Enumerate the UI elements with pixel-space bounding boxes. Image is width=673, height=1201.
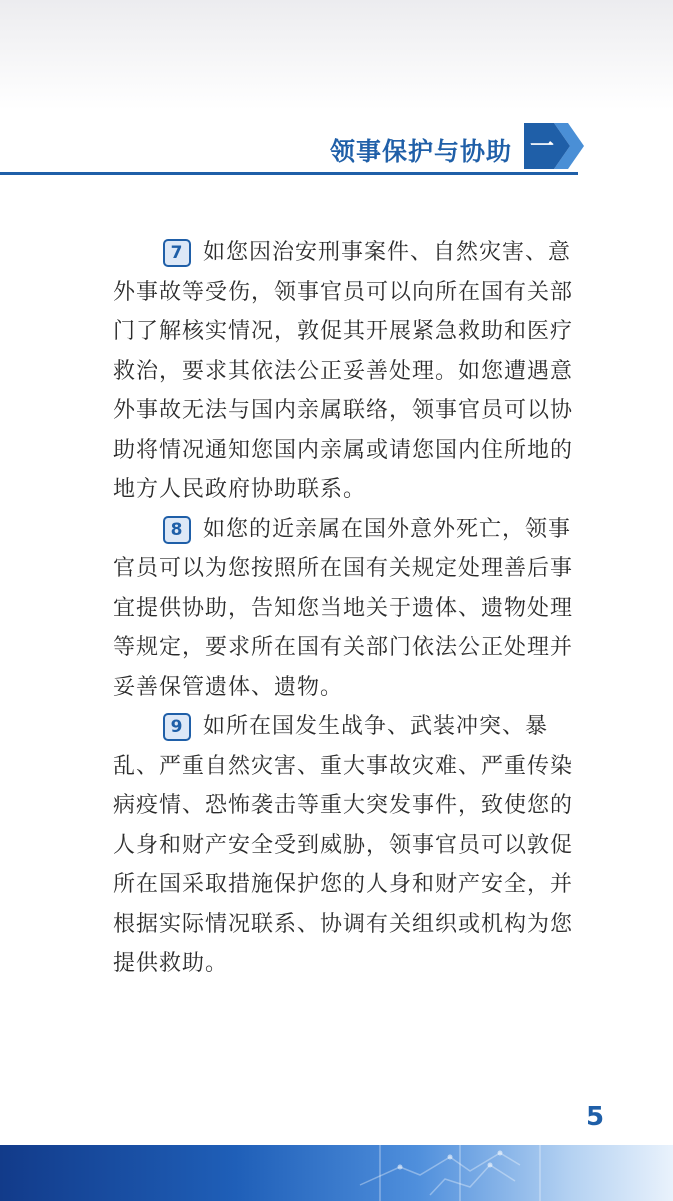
chapter-badge	[518, 119, 584, 173]
paragraph-text: 如您因治安刑事案件、自然灾害、意外事故等受伤，领事官员可以向所在国有关部门了解核实情况，敦促其开展紧急救助和医疗救治，要求其依法公正妥善处理。如您遭遇意外事故无法与国内亲属联络，领事官员可以协助将情况通知您国内亲属或请您国内住所地的地方人民政府协助联系。	[113, 240, 574, 502]
item-number-badge: 9	[163, 713, 191, 741]
item-number-badge: 8	[163, 516, 191, 544]
paragraph-text: 如您的近亲属在国外意外死亡，领事官员可以为您按照所在国有关规定处理善后事宜提供协助，告知您当地关于遗体、遗物处理等规定，要求所在国有关部门依法公正处理并妥善保管遗体、遗物。	[113, 516, 574, 700]
paragraph-text: 如所在国发生战争、武装冲突、暴乱、严重自然灾害、重大事故灾难、严重传染病疫情、恐怖袭击等重大突发事件，致使您的人身和财产安全受到威胁，领事官员可以敦促所在国采取措施保护您的人身和财产安全，并根据实际情况联系、协调有关组织或机构为您提供救助。	[113, 714, 574, 976]
paragraph-7	[113, 233, 573, 510]
page-number: 5	[585, 1102, 605, 1132]
body-text	[113, 233, 573, 984]
item-number-badge: 7	[163, 239, 191, 267]
top-shadow	[0, 0, 673, 110]
chapter-mark: 一	[530, 132, 554, 160]
paragraph-9	[113, 707, 573, 984]
paragraph-8	[113, 510, 573, 708]
header-rule	[0, 172, 578, 175]
footer-pattern	[0, 1145, 673, 1201]
footer-band	[0, 1145, 673, 1201]
section-title: 领事保护与协助	[330, 137, 513, 166]
